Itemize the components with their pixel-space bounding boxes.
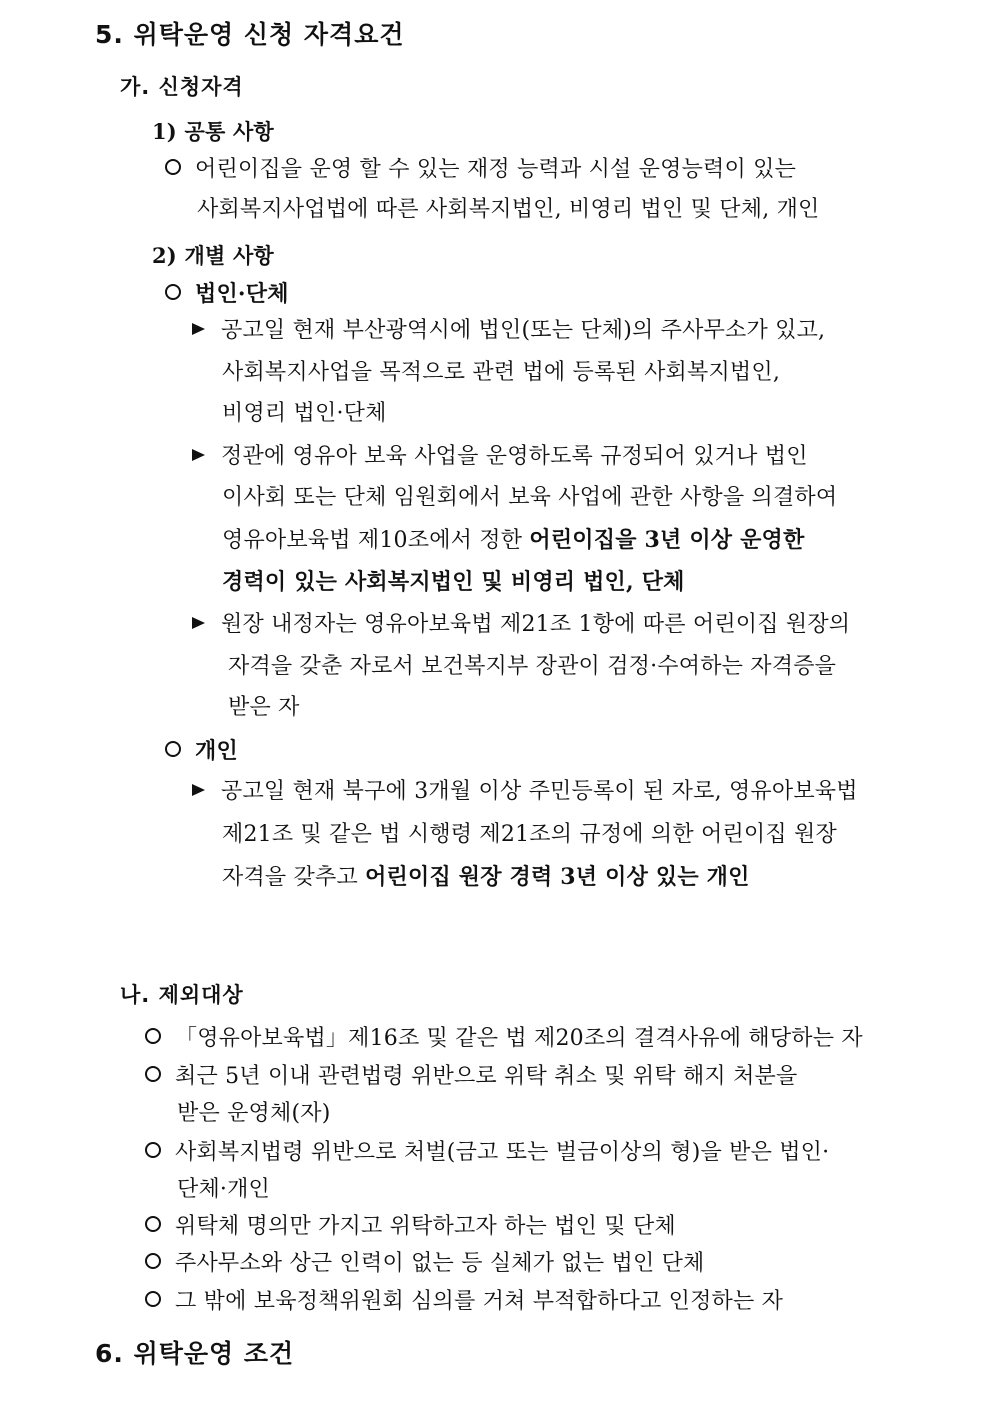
- exclusion-item: 받은 운영체(자): [177, 1101, 331, 1126]
- exclusion-item: 주사무소와 상근 인력이 없는 등 실체가 없는 법인 단체: [145, 1249, 705, 1279]
- subsection-na-title: 나. 제외대상: [120, 983, 244, 1007]
- corp-item-line: 사회복지사업을 목적으로 관련 법에 등록된 사회복지법인,: [222, 360, 781, 385]
- circle-bullet-icon: [165, 159, 181, 175]
- exclusion-item: 그 밖에 보육정책위원회 심의를 거쳐 부적합하다고 인정하는 자: [145, 1287, 783, 1317]
- common-requirements-title: 1) 공통 사항: [152, 119, 274, 144]
- bold-emphasis: 어린이집 원장 경력 3년 이상 있는 개인: [365, 864, 750, 890]
- bold-emphasis: 어린이집을 3년 이상 운영한: [529, 527, 805, 553]
- section-5-title: 5. 위탁운영 신청 자격요건: [95, 20, 405, 49]
- corp-title: 법인·단체: [165, 279, 289, 309]
- circle-bullet-icon: [145, 1028, 161, 1044]
- subsection-ga-title: 가. 신청자격: [120, 75, 244, 99]
- triangle-arrow-icon: [192, 617, 205, 629]
- exclusion-item: 사회복지법령 위반으로 처벌(금고 또는 벌금이상의 형)을 받은 법인·: [145, 1138, 829, 1168]
- person-item-line: 자격을 갖추고 어린이집 원장 경력 3년 이상 있는 개인: [222, 864, 750, 890]
- common-line: 어린이집을 운영 할 수 있는 재정 능력과 시설 운영능력이 있는: [165, 155, 796, 185]
- circle-bullet-icon: [145, 1216, 161, 1232]
- corp-item-line: 받은 자: [228, 695, 300, 720]
- common-line: 사회복지사업법에 따른 사회복지법인, 비영리 법인 및 단체, 개인: [197, 197, 820, 222]
- corp-item-line: 공고일 현재 부산광역시에 법인(또는 단체)의 주사무소가 있고,: [192, 316, 825, 346]
- person-title: 개인: [165, 736, 238, 766]
- corp-item-line: 원장 내정자는 영유아보육법 제21조 1항에 따른 어린이집 원장의: [192, 610, 850, 640]
- individual-requirements-title: 2) 개별 사항: [152, 243, 274, 268]
- triangle-arrow-icon: [192, 784, 205, 796]
- circle-bullet-icon: [145, 1253, 161, 1269]
- circle-bullet-icon: [165, 284, 181, 300]
- exclusion-item: 최근 5년 이내 관련법령 위반으로 위탁 취소 및 위탁 해지 처분을: [145, 1062, 797, 1092]
- circle-bullet-icon: [145, 1291, 161, 1307]
- corp-item-line: 이사회 또는 단체 임원회에서 보육 사업에 관한 사항을 의결하여: [222, 485, 838, 510]
- circle-bullet-icon: [165, 741, 181, 757]
- person-item-line: 공고일 현재 북구에 3개월 이상 주민등록이 된 자로, 영유아보육법: [192, 777, 858, 807]
- circle-bullet-icon: [145, 1066, 161, 1082]
- corp-item-line: 비영리 법인·단체: [222, 401, 387, 426]
- exclusion-item: 「영유아보육법」제16조 및 같은 법 제20조의 결격사유에 해당하는 자: [145, 1024, 863, 1054]
- section-6-title: 6. 위탁운영 조건: [95, 1339, 295, 1368]
- corp-item-line: 자격을 갖춘 자로서 보건복지부 장관이 검정·수여하는 자격증을: [228, 654, 837, 679]
- circle-bullet-icon: [145, 1142, 161, 1158]
- person-item-line: 제21조 및 같은 법 시행령 제21조의 규정에 의한 어린이집 원장: [222, 822, 837, 847]
- exclusion-item: 단체·개인: [177, 1177, 271, 1202]
- bold-emphasis: 경력이 있는 사회복지법인 및 비영리 법인, 단체: [222, 569, 685, 595]
- triangle-arrow-icon: [192, 323, 205, 335]
- exclusion-item: 위탁체 명의만 가지고 위탁하고자 하는 법인 및 단체: [145, 1212, 676, 1242]
- triangle-arrow-icon: [192, 449, 205, 461]
- corp-item-line: 정관에 영유아 보육 사업을 운영하도록 규정되어 있거나 법인: [192, 442, 808, 472]
- corp-item-line: 영유아보육법 제10조에서 정한 어린이집을 3년 이상 운영한: [222, 527, 805, 553]
